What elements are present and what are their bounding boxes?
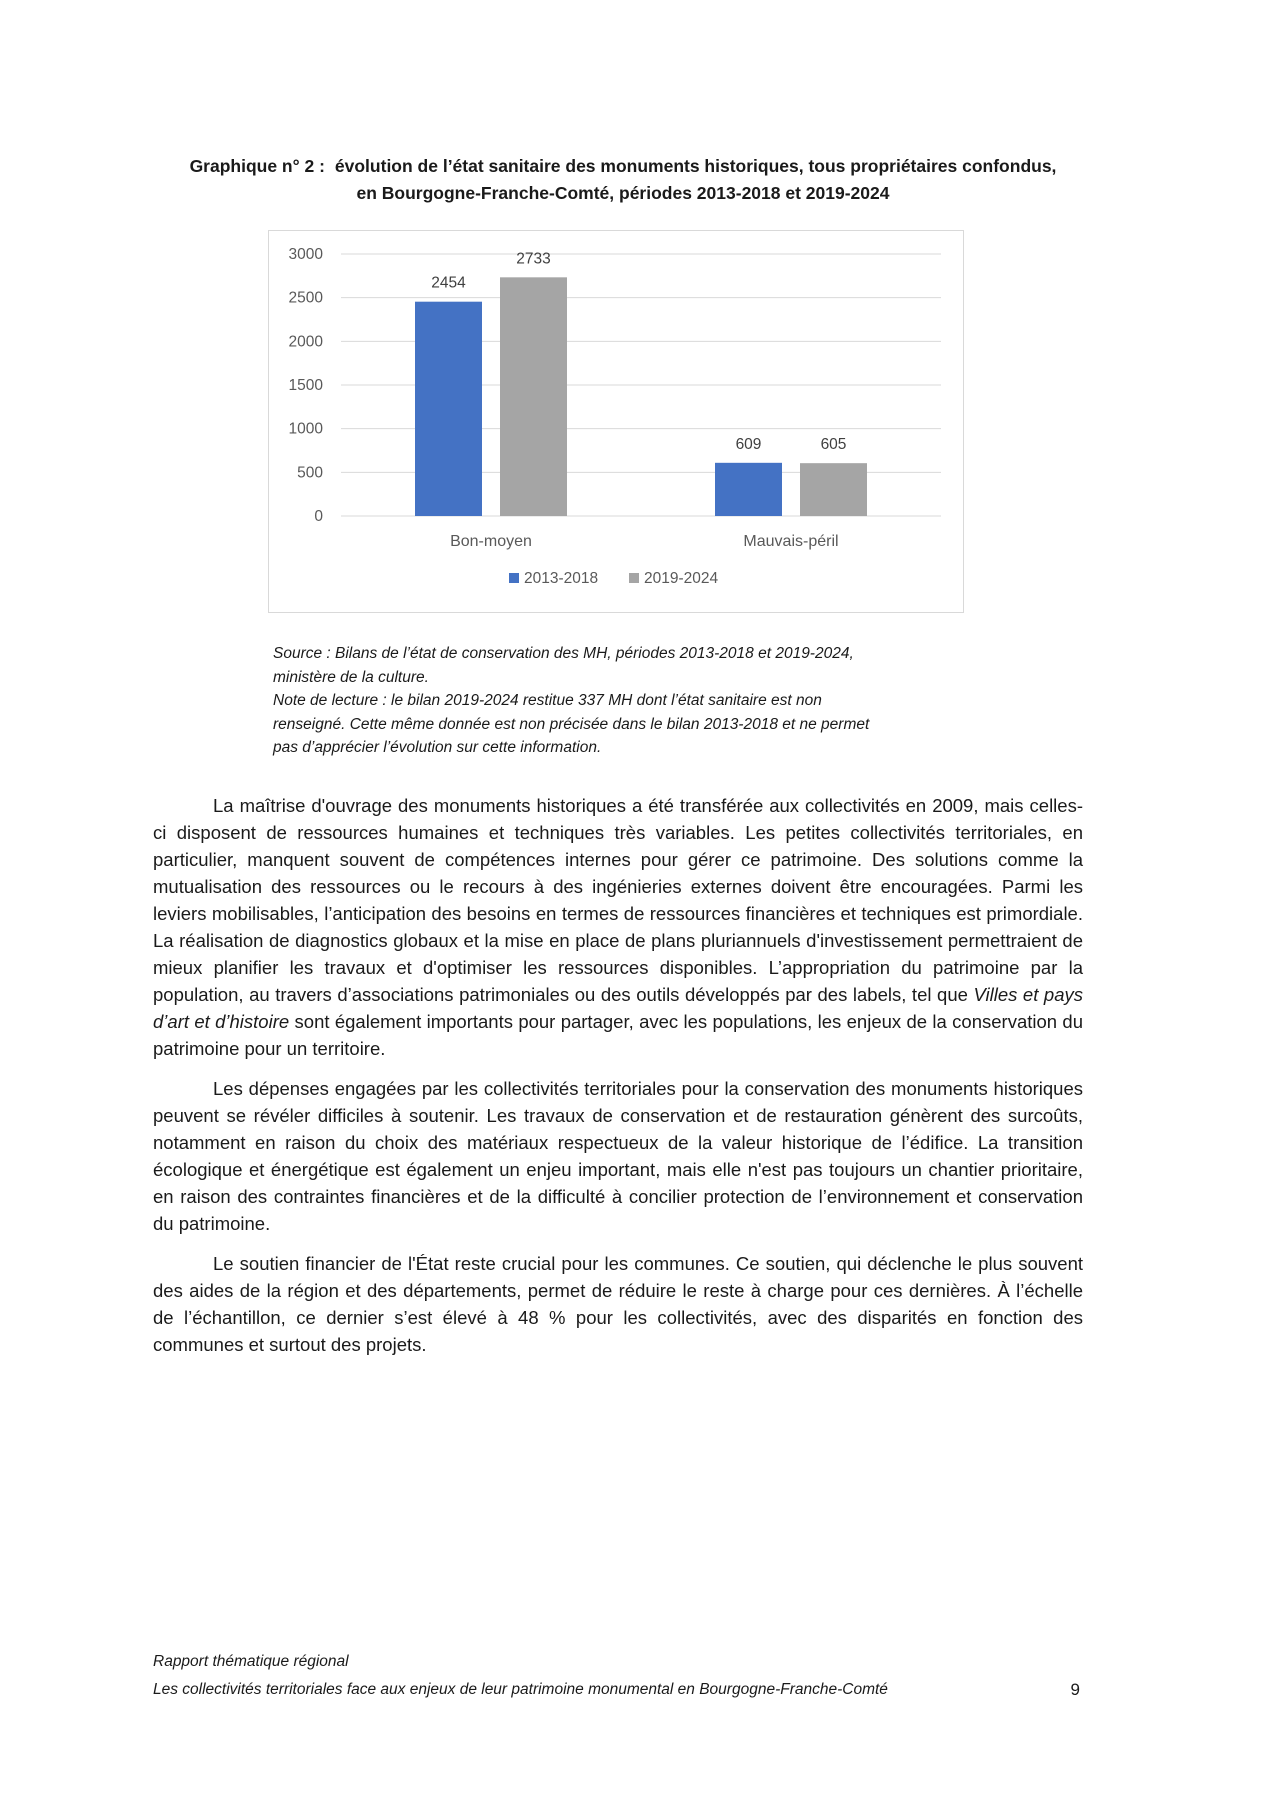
bar-chart-svg (269, 231, 963, 612)
bar (715, 463, 782, 516)
bar (415, 302, 482, 516)
data-label: 605 (820, 436, 847, 454)
body-text (153, 792, 1083, 1371)
legend-swatch (509, 573, 519, 583)
paragraph-text: La maîtrise d'ouvrage des monuments historiques a été transférée aux collectivités en 2009, mais celles-ci disposent de ressources humaines et techniques très variables. Les petites collectivités territoriales, en particulier, manquent souvent de compétences internes pour gérer ce patrimoine. Des solutions comme la mutualisation des ressources ou le recours à des ingénieries externes doivent être encouragées. Parmi les leviers mobilisables, l’anticipation des besoins en termes de ressources financières et techniques est primordiale. La réalisation de diagnostics globaux et la mise en place de plans pluriannuels d'investissement permettraient de mieux planifier les travaux et d'optimiser les ressources disponibles. L’appropriation du patrimoine par la population, au travers d’associations patrimoniales ou des outils développés par des labels, tel que (153, 795, 1083, 1005)
category-label: Bon-moyen (450, 533, 532, 550)
footer-report-type: Rapport thématique régional (153, 1653, 349, 1670)
chart-source-note (273, 642, 973, 760)
y-tick-label: 3000 (288, 246, 323, 263)
graph-label: Graphique n° 2 : (189, 156, 325, 176)
data-label: 2454 (431, 274, 466, 292)
footer-report-title: Les collectivités territoriales face aux enjeux de leur patrimoine monumental en Bourgogne-Franche-Comté (153, 1681, 888, 1698)
legend-label: 2019-2024 (644, 570, 719, 587)
source-line: ministère de la culture. (273, 668, 429, 686)
y-tick-label: 500 (297, 464, 323, 482)
reading-note-line: Note de lecture : le bilan 2019-2024 restitue 337 MH dont l’état sanitaire est non (273, 692, 822, 709)
y-tick-label: 2000 (288, 333, 323, 351)
y-tick-label: 2500 (288, 289, 323, 307)
bar (800, 463, 867, 516)
bar (500, 277, 567, 516)
data-label: 2733 (516, 250, 551, 268)
page-footer (153, 1648, 1083, 1704)
category-label: Mauvais-péril (743, 533, 839, 550)
graph-title (150, 153, 1096, 207)
label-name-italic: Villes et pays d’art et d’histoire (153, 984, 1083, 1032)
graph-title-line2: en Bourgogne-Franche-Comté, périodes 2013-2018 et 2019-2024 (356, 183, 890, 203)
paragraph: Le soutien financier de l'État reste crucial pour les communes. Ce soutien, qui déclenche le plus souvent des aides de la région et des départements, permet de réduire le reste à charge pour ces dernières. À l’échelle de l’échantillon, ce dernier s’est élevé à 48 % pour les collectivités, avec des disparités en fonction des communes et surtout des projets. (153, 1253, 1083, 1355)
reading-note-line: renseigné. Cette même donnée est non précisée dans le bilan 2013-2018 et ne permet (273, 715, 870, 733)
reading-note-line: pas d’apprécier l’évolution sur cette information. (273, 739, 602, 756)
legend-swatch (629, 573, 639, 583)
y-tick-label: 0 (314, 508, 323, 525)
y-tick-label: 1000 (288, 420, 323, 438)
page-number: 9 (1070, 1680, 1080, 1699)
graph-title-line1: évolution de l’état sanitaire des monuments historiques, tous propriétaires confondus, (334, 156, 1057, 176)
paragraph (153, 792, 1083, 1062)
source-line: Source : Bilans de l’état de conservation des MH, périodes 2013-2018 et 2019-2024, (273, 645, 854, 662)
legend-label: 2013-2018 (524, 570, 599, 587)
data-label: 609 (735, 435, 762, 453)
paragraph-text: sont également importants pour partager, avec les populations, les enjeux de la conservation du patrimoine pour un territoire. (153, 1011, 1084, 1059)
y-tick-label: 1500 (288, 377, 323, 394)
bar-chart (268, 230, 964, 613)
paragraph: Les dépenses engagées par les collectivités territoriales pour la conservation des monuments historiques peuvent se révéler difficiles à soutenir. Les travaux de conservation et de restauration génèrent des surcoûts, notamment en raison du choix des matériaux respectueux de la valeur historique de l’édifice. La transition écologique et énergétique est également un enjeu important, mais elle n'est pas toujours un chantier prioritaire, en raison des contraintes financières et de la difficulté à concilier protection de l’environnement et conservation du patrimoine. (153, 1078, 1083, 1234)
